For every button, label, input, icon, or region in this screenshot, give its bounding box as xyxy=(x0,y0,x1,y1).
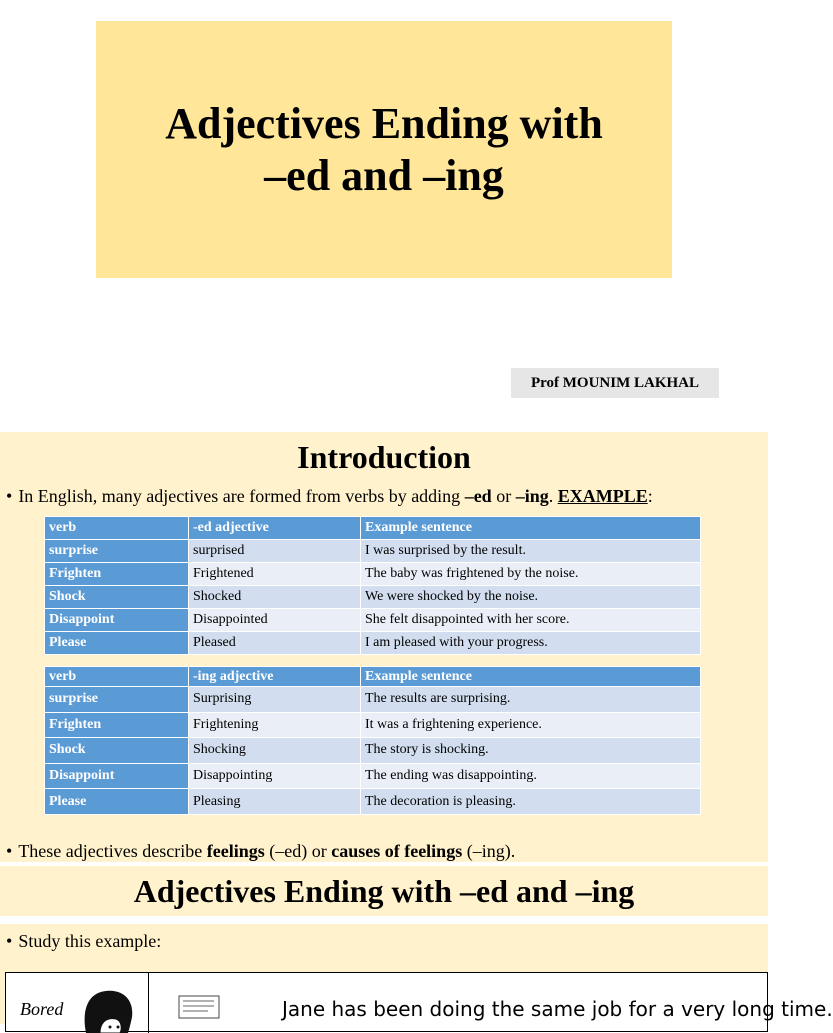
bullet-dot: • xyxy=(6,486,13,506)
ed-suffix: –ed xyxy=(464,486,492,506)
sentence-cell: The decoration is pleasing. xyxy=(361,789,701,815)
sentence-cell: I am pleased with your progress. xyxy=(361,632,701,655)
title-box xyxy=(96,21,672,278)
header-example: Example sentence xyxy=(361,517,701,540)
verb-cell: Shock xyxy=(45,586,189,609)
verb-cell: Frighten xyxy=(45,712,189,738)
cartoon-strip xyxy=(5,972,833,1032)
cartoon-divider xyxy=(148,973,149,1033)
colon-text: : xyxy=(647,486,653,506)
adjective-cell: surprised xyxy=(189,540,361,563)
verb-cell: Please xyxy=(45,789,189,815)
adjective-cell: Shocking xyxy=(189,738,361,764)
or-text: or xyxy=(491,486,516,506)
title-line-1: Adjectives Ending with xyxy=(165,98,603,148)
table-row xyxy=(45,789,701,815)
adjective-cell: Frightened xyxy=(189,563,361,586)
feelings-bullet xyxy=(6,840,515,862)
ed-adjective-table xyxy=(44,516,701,655)
causes-term: causes of feelings xyxy=(331,841,463,861)
verb-cell: Disappoint xyxy=(45,763,189,789)
sentence-cell: She felt disappointed with her score. xyxy=(361,609,701,632)
sentence-cell: It was a frightening experience. xyxy=(361,712,701,738)
slide-title xyxy=(165,98,603,202)
table-header-row xyxy=(45,667,701,687)
document-illustration xyxy=(178,995,222,1021)
table-row xyxy=(45,712,701,738)
header-ed-adjective: -ed adjective xyxy=(189,517,361,540)
study-bullet xyxy=(6,930,161,952)
header-example: Example sentence xyxy=(361,667,701,687)
adjective-cell: Surprising xyxy=(189,687,361,713)
verb-cell: Frighten xyxy=(45,563,189,586)
sentence-cell: The results are surprising. xyxy=(361,687,701,713)
verb-cell: Please xyxy=(45,632,189,655)
adjective-cell: Frightening xyxy=(189,712,361,738)
table-row xyxy=(45,738,701,764)
slide3-title: Adjectives Ending with –ed and –ing xyxy=(133,873,635,909)
adjective-cell: Pleased xyxy=(189,632,361,655)
header-ing-adjective: -ing adjective xyxy=(189,667,361,687)
sentence-cell: I was surprised by the result. xyxy=(361,540,701,563)
header-verb: verb xyxy=(45,667,189,687)
sentence-cell: The ending was disappointing. xyxy=(361,763,701,789)
introduction-title: Introduction xyxy=(297,439,471,475)
adjective-cell: Pleasing xyxy=(189,789,361,815)
ing-adjective-table xyxy=(44,666,701,815)
bullet-text: Study this example: xyxy=(18,931,162,951)
intro-bullet xyxy=(6,485,653,507)
author-label: Prof MOUNIM LAKHAL xyxy=(511,368,719,398)
period-text: . xyxy=(548,486,558,506)
table-row xyxy=(45,609,701,632)
table-row xyxy=(45,763,701,789)
bullet-text: In English, many adjectives are formed from verbs by adding xyxy=(18,486,465,506)
table-header-row xyxy=(45,517,701,540)
table-row xyxy=(45,540,701,563)
feelings-term: feelings xyxy=(206,841,265,861)
adjective-cell: Shocked xyxy=(189,586,361,609)
sentence-cell: The baby was frightened by the noise. xyxy=(361,563,701,586)
bullet-text: These adjectives describe xyxy=(18,841,207,861)
table-row xyxy=(45,563,701,586)
adjective-cell: Disappointing xyxy=(189,763,361,789)
verb-cell: surprise xyxy=(45,687,189,713)
verb-cell: surprise xyxy=(45,540,189,563)
cartoon-caption: Jane has been doing the same job for a very long time. xyxy=(282,997,833,1021)
header-verb: verb xyxy=(45,517,189,540)
sentence-cell: We were shocked by the noise. xyxy=(361,586,701,609)
ing-suffix: –ing xyxy=(515,486,549,506)
verb-cell: Shock xyxy=(45,738,189,764)
bullet-mid-text: (–ed) or xyxy=(264,841,332,861)
sentence-cell: The story is shocking. xyxy=(361,738,701,764)
title-line-2: –ed and –ing xyxy=(264,150,504,200)
verb-cell: Disappoint xyxy=(45,609,189,632)
adjective-cell: Disappointed xyxy=(189,609,361,632)
table-row xyxy=(45,586,701,609)
table-row xyxy=(45,687,701,713)
bullet-dot: • xyxy=(6,931,13,951)
bullet-suffix-text: (–ing). xyxy=(462,841,516,861)
cartoon-label: Bored xyxy=(20,999,64,1019)
table-row xyxy=(45,632,701,655)
example-label: EXAMPLE xyxy=(557,486,648,506)
person-illustration xyxy=(72,983,144,1033)
bullet-dot: • xyxy=(6,841,13,861)
